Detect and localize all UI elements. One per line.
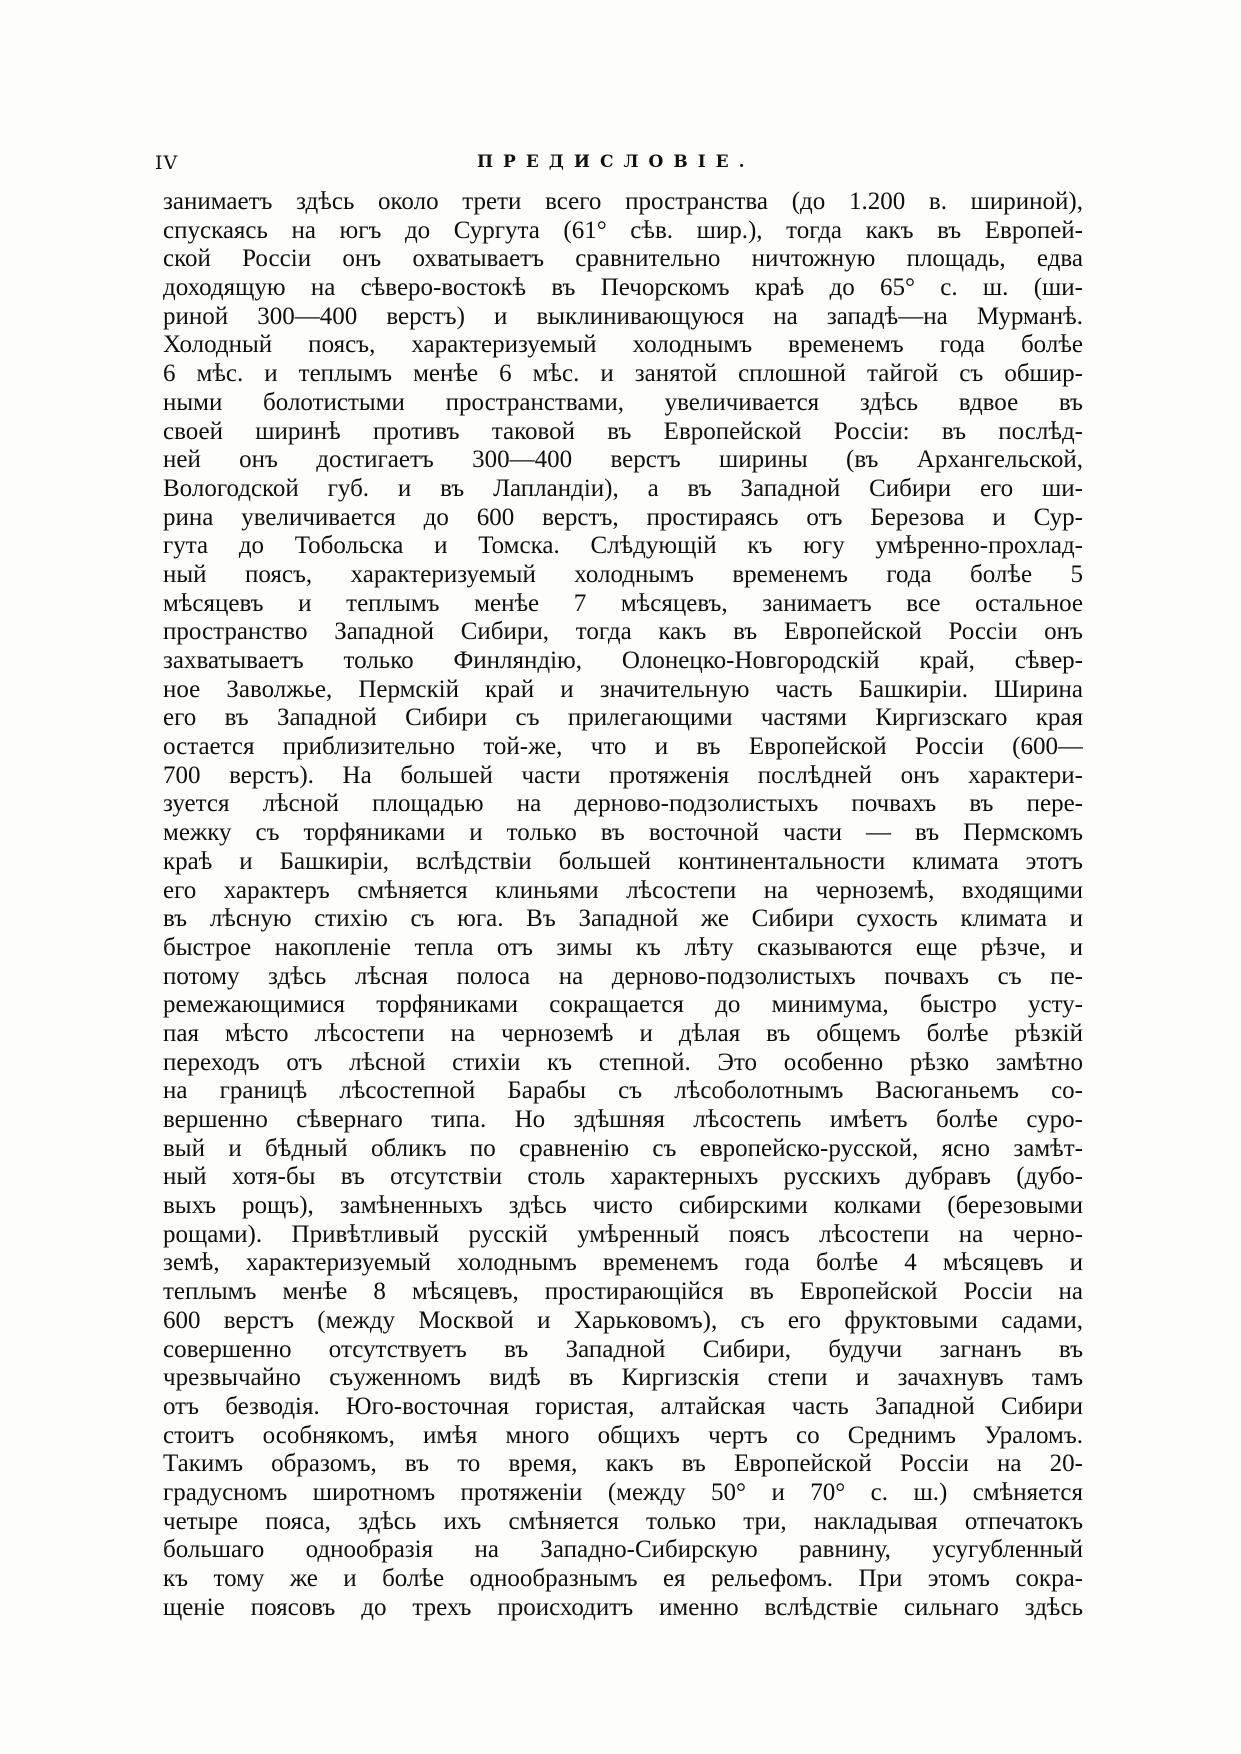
- text-line: 600 верстъ (между Москвой и Харьковомъ), съ его фруктовыми садами,: [163, 1306, 1083, 1334]
- text-line: градусномъ широтномъ протяженіи (между 50° и 70° с. ш.) смѣняется: [163, 1478, 1083, 1506]
- text-line: въ лѣсную стихію съ юга. Въ Западной же Сибири сухость климата и: [163, 905, 1083, 933]
- text-line: вый и бѣдный обликъ по сравненію съ европейско-русской, ясно замѣт-: [163, 1134, 1083, 1162]
- text-line: переходъ отъ лѣсной стихіи къ степной. Это особенно рѣзко замѣтно: [163, 1048, 1083, 1076]
- text-line: остается приблизительно той-же, что и въ Европейской Россіи (600—: [163, 733, 1083, 761]
- text-line: Холодный поясъ, характеризуемый холоднымъ временемъ года болѣе: [163, 331, 1083, 359]
- text-line: краѣ и Башкиріи, вслѣдствіи большей континентальности климата этотъ: [163, 847, 1083, 875]
- text-line: земѣ, характеризуемый холоднымъ временемъ года болѣе 4 мѣсяцевъ и: [163, 1249, 1083, 1277]
- text-line: рина увеличивается до 600 верстъ, простираясь отъ Березова и Сур-: [163, 503, 1083, 531]
- text-line: пая мѣсто лѣсостепи на черноземѣ и дѣлая въ общемъ болѣе рѣзкій: [163, 1019, 1083, 1047]
- text-line: ный поясъ, характеризуемый холоднымъ временемъ года болѣе 5: [163, 560, 1083, 588]
- text-line: Вологодской губ. и въ Лапландіи), а въ Западной Сибири его ши-: [163, 474, 1083, 502]
- text-line: теплымъ менѣе 8 мѣсяцевъ, простирающійся въ Европейской Россіи на: [163, 1278, 1083, 1306]
- text-line: Такимъ образомъ, въ то время, какъ въ Европейской Россіи на 20-: [163, 1450, 1083, 1478]
- text-line: къ тому же и болѣе однообразнымъ ея рельефомъ. При этомъ сокра-: [163, 1565, 1083, 1592]
- text-line: его характеръ смѣняется клиньями лѣсостепи на черноземѣ, входящими: [163, 876, 1083, 904]
- text-line: стоитъ особнякомъ, имѣя много общихъ чертъ со Среднимъ Ураломъ.: [163, 1421, 1083, 1449]
- text-line: быстрое накопленіе тепла отъ зимы къ лѣту сказываются еще рѣзче, и: [163, 933, 1083, 961]
- text-line: доходящую на сѣверо-востокѣ въ Печорскомъ краѣ до 65° с. ш. (ши-: [163, 274, 1083, 302]
- text-line: ный хотя-бы въ отсутствіи столь характерныхъ русскихъ дубравъ (дубо-: [163, 1163, 1083, 1191]
- text-line: совершенно отсутствуетъ въ Западной Сибири, будучи загнанъ въ: [163, 1335, 1083, 1363]
- text-line: межку съ торфяниками и только въ восточной части — въ Пермскомъ: [163, 819, 1083, 847]
- text-line: щеніе поясовъ до трехъ происходитъ именно вслѣдствіе сильнаго здѣсь: [163, 1593, 1083, 1621]
- text-line: мѣсяцевъ и теплымъ менѣе 7 мѣсяцевъ, занимаетъ все остальное: [163, 589, 1083, 617]
- text-line: пространство Западной Сибири, тогда какъ въ Европейской Россіи онъ: [163, 618, 1083, 646]
- text-line: спускаясь на югъ до Сургута (61° сѣв. шир.), тогда какъ въ Европей-: [163, 216, 1083, 244]
- text-line: ное Заволжье, Пермскій край и значительную часть Башкиріи. Ширина: [163, 675, 1083, 703]
- text-line: 700 верстъ). На большей части протяженія послѣдней онъ характери-: [163, 761, 1083, 789]
- text-line: ремежающимися торфяниками сокращается до минимума, быстро усту-: [163, 991, 1083, 1019]
- text-line: рощами). Привѣтливый русскій умѣренный поясъ лѣсостепи на черно-: [163, 1220, 1083, 1248]
- text-line: ской Россіи онъ охватываетъ сравнительно ничтожную площадь, едва: [163, 245, 1083, 273]
- text-line: его въ Западной Сибири съ прилегающими частями Киргизскаго края: [163, 704, 1083, 732]
- text-line: большаго однообразія на Западно-Сибирскую равнину, усугубленный: [163, 1536, 1083, 1564]
- text-line: своей ширинѣ противъ таковой въ Европейской Россіи: въ послѣд-: [163, 417, 1083, 445]
- page-number: IV: [155, 152, 179, 174]
- running-title: ПРЕДИСЛОВІЕ.: [477, 152, 755, 172]
- page-header: [155, 152, 1085, 182]
- text-line: 6 мѣс. и теплымъ менѣе 6 мѣс. и занятой сплошной тайгой съ обшир-: [163, 360, 1083, 388]
- text-line: ней онъ достигаетъ 300—400 верстъ ширины (въ Архангельской,: [163, 446, 1083, 474]
- text-line: вершенно сѣвернаго типа. Но здѣшняя лѣсостепь имѣетъ болѣе суро-: [163, 1106, 1083, 1133]
- text-line: на границѣ лѣсостепной Барабы съ лѣсоболотнымъ Васюганьемъ со-: [163, 1077, 1083, 1105]
- text-line: ными болотистыми пространствами, увеличивается здѣсь вдвое въ: [163, 388, 1083, 416]
- text-line: отъ безводія. Юго-восточная гористая, алтайская часть Западной Сибири: [163, 1392, 1083, 1420]
- text-line: чрезвычайно съуженномъ видѣ въ Киргизскія степи и зачахнувъ тамъ: [163, 1364, 1083, 1392]
- text-line: четыре пояса, здѣсь ихъ смѣняется только три, накладывая отпечатокъ: [163, 1507, 1083, 1535]
- text-line: зуется лѣсной площадью на дерново-подзолистыхъ почвахъ въ пере-: [163, 790, 1083, 818]
- body-text: [163, 188, 1083, 1622]
- text-line: потому здѣсь лѣсная полоса на дерново-подзолистыхъ почвахъ съ пе-: [163, 962, 1083, 990]
- text-line: захватываетъ только Финляндію, Олонецко-Новгородскій край, сѣвер-: [163, 647, 1083, 674]
- text-line: выхъ рощъ), замѣненныхъ здѣсь чисто сибирскими колками (березовыми: [163, 1192, 1083, 1220]
- text-line: гута до Тобольска и Томска. Слѣдующій къ югу умѣренно-прохлад-: [163, 532, 1083, 560]
- text-line: риной 300—400 верстъ) и выклинивающуюся на западѣ—на Мурманѣ.: [163, 302, 1083, 330]
- text-line: занимаетъ здѣсь около трети всего пространства (до 1.200 в. шириной),: [163, 188, 1083, 215]
